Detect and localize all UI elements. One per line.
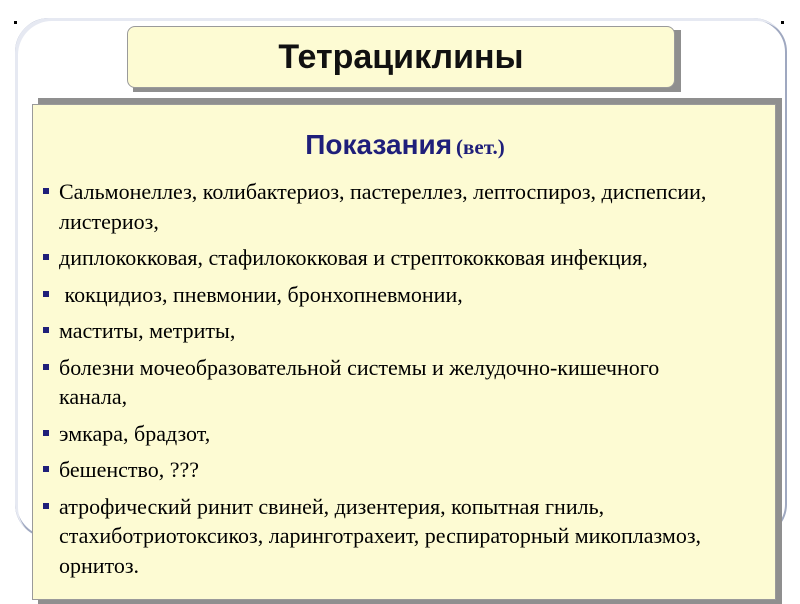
title-box [127, 26, 675, 88]
bullet-icon [43, 466, 49, 472]
list-item-text: болезни мочеобразовательной системы и желудочно-кишечного канала, [59, 354, 660, 409]
list-item-text: эмкара, брадзот, [59, 420, 211, 446]
list-item [41, 353, 731, 412]
list-item [41, 455, 731, 485]
list-item [41, 316, 731, 346]
bullet-icon [43, 364, 49, 370]
list-item-text: кокцидиоз, пневмонии, бронхопневмонии, [59, 281, 463, 307]
list-item [41, 177, 731, 236]
list-item-text: маститы, метриты, [59, 318, 236, 343]
list-item [41, 492, 731, 581]
list-item-text: бешенство, ??? [59, 457, 200, 482]
list-item [41, 243, 731, 273]
list-item-text: Сальмонеллез, колибактериоз, пастереллез, лептоспироз, диспепсии, листериоз, [59, 179, 707, 234]
list-item [41, 280, 731, 310]
indications-list [41, 177, 731, 587]
bullet-icon [43, 327, 49, 333]
bullet-icon [43, 503, 49, 509]
list-item [41, 419, 731, 449]
bullet-icon [43, 430, 49, 436]
bullet-icon [43, 188, 49, 194]
bullet-icon [43, 291, 49, 297]
corner-dot [781, 21, 784, 24]
list-item-text: атрофический ринит свиней, дизентерия, копытная гниль, стахиботриотоксикоз, ларинготрахеит, респираторный микоплазмоз, орнитоз. [59, 493, 702, 578]
list-item-text: диплококковая, стафилококковая и стрептококковая инфекция, [59, 245, 648, 270]
section-heading [33, 129, 777, 161]
content-card [32, 104, 776, 600]
heading-main: Показания [305, 129, 453, 160]
corner-dot [14, 21, 17, 24]
heading-note: (вет.) [456, 135, 505, 159]
bullet-icon [43, 254, 49, 260]
slide-title: Тетрациклины [278, 37, 524, 76]
